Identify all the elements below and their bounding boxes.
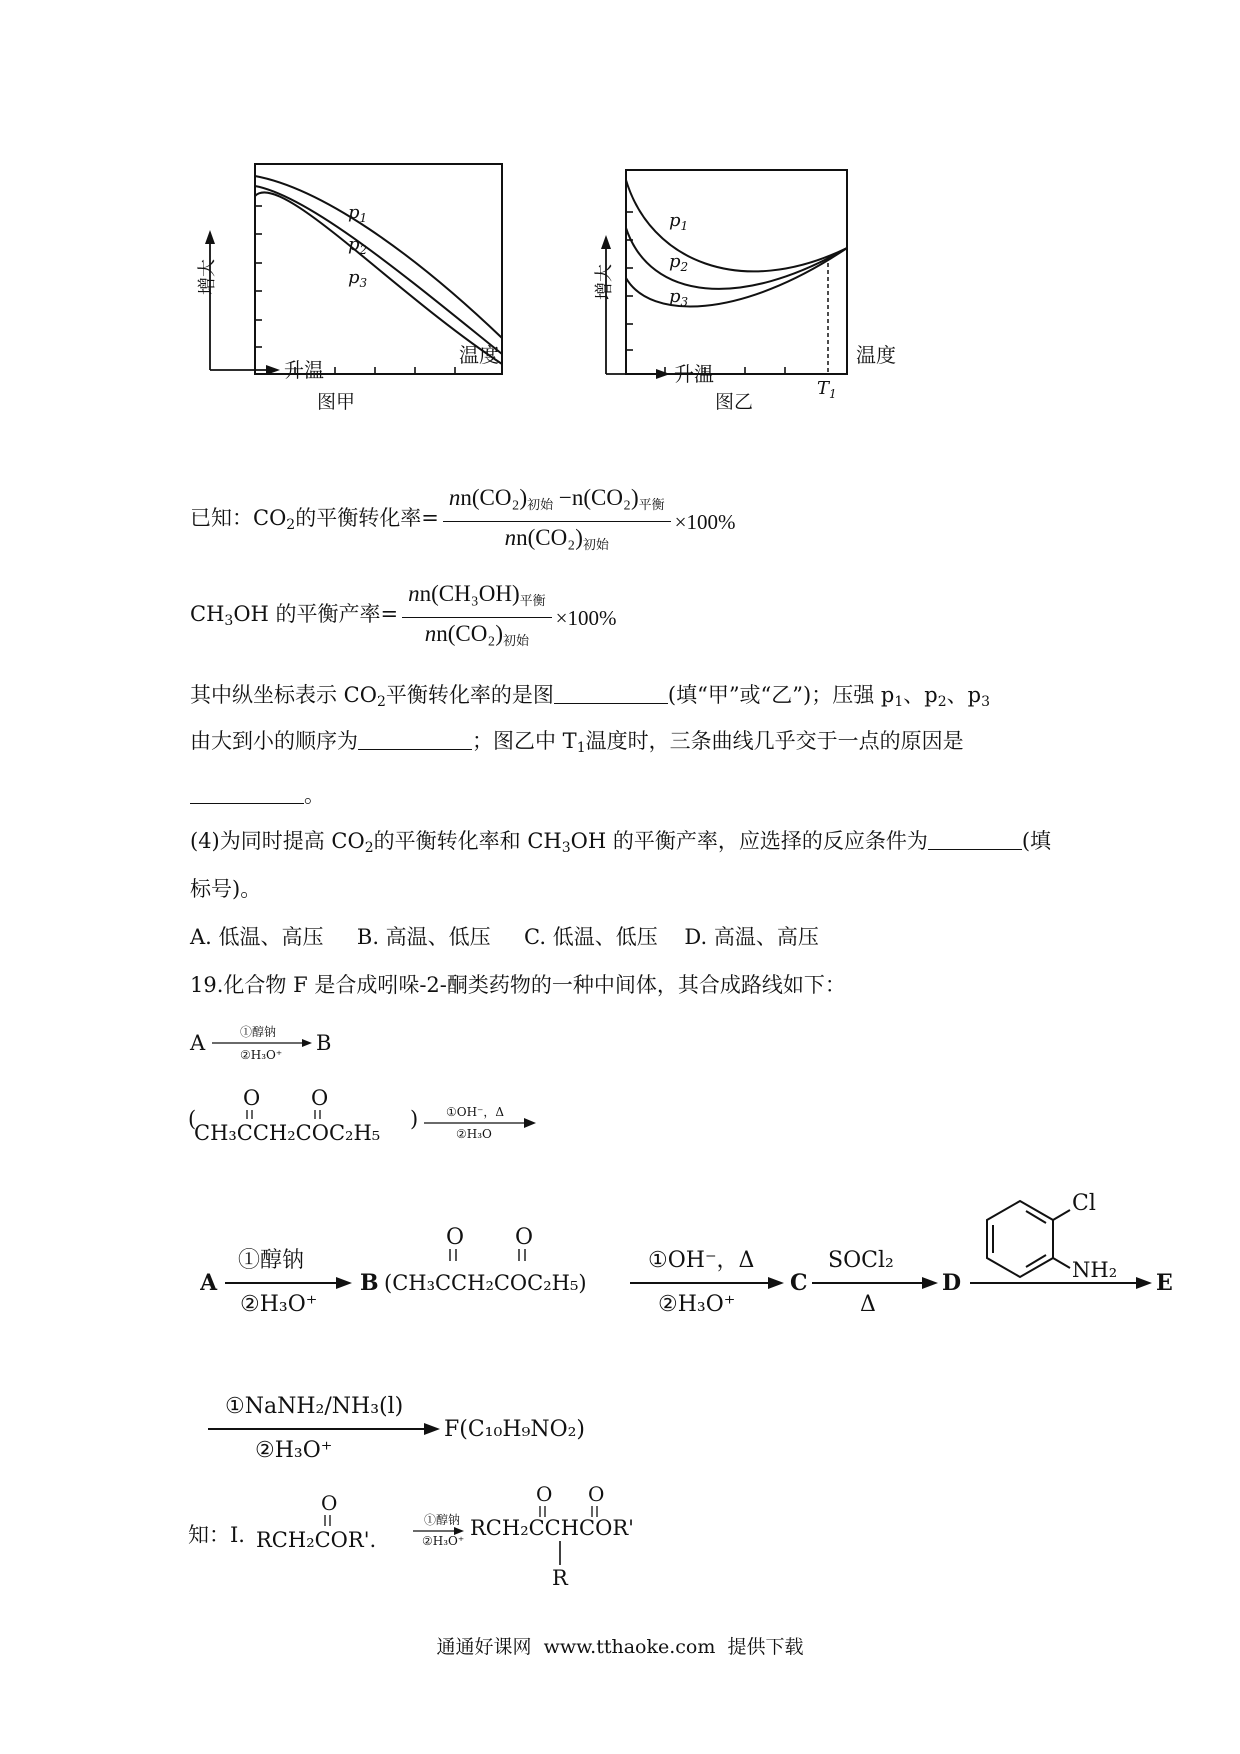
label-right-p3: $p_3$ [669, 286, 689, 309]
arrow-up-icon [601, 235, 611, 249]
arrow-right-icon [524, 1118, 536, 1128]
figure-right-xlabel: 温度 [856, 343, 896, 367]
scheme-main-o2: O [515, 1225, 534, 1250]
known-reaction [188, 1475, 748, 1605]
scheme-small-formula: CH₃CCH₂COC₂H₅ [194, 1121, 381, 1145]
label-right-p1: $p_1$ [669, 210, 689, 233]
figure-left-xlabel: 温度 [459, 343, 499, 367]
label-left-p1: $p_1$ [348, 202, 368, 225]
scheme-main-a: A [200, 1270, 218, 1296]
scheme-small-below1: ②H₃O⁺ [240, 1048, 283, 1062]
curve-right-p1 [626, 180, 847, 271]
scheme-main-below2: ②H₃O⁺ [658, 1292, 736, 1317]
figure-right-xarrow-label: 升温 [674, 362, 714, 386]
formula1-suffix: ×100% [674, 509, 736, 534]
formula2-suffix: ×100% [555, 605, 617, 630]
known-below: ②H₃O⁺ [422, 1534, 465, 1548]
known-product-o2: O [588, 1482, 605, 1506]
chloroaniline-structure [987, 1201, 1070, 1277]
known-product-o1: O [536, 1482, 553, 1506]
scheme-main-above3: SOCl₂ [828, 1248, 894, 1273]
known-reactant-o: O [321, 1491, 338, 1515]
arrow-right-icon [656, 369, 670, 379]
formula1-prefix: 已知：$CO_2$的平衡转化率= [190, 506, 439, 533]
scheme-small-below2: ②H₃O [456, 1127, 492, 1141]
answer-blank-3[interactable] [190, 783, 304, 804]
page-footer: 通通好课网 www.tthaoke.com 提供下载 [436, 1636, 804, 1658]
curve-right-p2 [626, 228, 847, 289]
scheme-main-b-formula: (CH₃CCH₂COC₂H₅) [384, 1271, 587, 1295]
scheme-main [200, 1185, 1190, 1465]
formula-co2-conversion [190, 482, 736, 561]
question-4-options: A. 低温、高压 B. 高温、低压 C. 低温、低压 D. 高温、高压 [190, 925, 819, 949]
formula2-denominator: $nn(CO_2)_{初始}$ [424, 621, 530, 648]
known-above: ①醇钠 [424, 1513, 461, 1527]
figure-right-caption: 图乙 [715, 391, 754, 413]
scheme-main-below1: ②H₃O⁺ [240, 1292, 318, 1317]
formula2-prefix: $CH_3OH$ 的平衡产率= [190, 602, 399, 629]
label-left-p3: $p_3$ [348, 267, 368, 290]
scheme-small-paren-close: ) [410, 1107, 419, 1131]
known-label: 知：I. [188, 1523, 245, 1547]
scheme-small-o1: O [243, 1086, 261, 1110]
arrow-up-icon [205, 230, 215, 244]
question-4-line-1: (4)为同时提高 $CO_2$的平衡转化率和 $CH_3OH$ 的平衡产率，应选择的反应条件为 (填 [190, 829, 1052, 856]
arrow-right-icon [302, 1039, 312, 1047]
scheme-small-b: B [316, 1031, 332, 1055]
figure-left-ticks [255, 206, 455, 374]
figure-left-ylabel: 增大 [197, 259, 218, 295]
scheme-small-above2: ①OH⁻，Δ [446, 1105, 505, 1119]
scheme-main-c: C [790, 1270, 808, 1296]
label-left-p2: $p_2$ [348, 234, 368, 257]
arrow-right-icon [1136, 1277, 1152, 1289]
answer-blank-2[interactable] [358, 729, 472, 750]
arrow-right-icon [922, 1277, 938, 1289]
question-19-intro: 19.化合物 F 是合成吲哚-2-酮类药物的一种中间体，其合成路线如下： [190, 973, 846, 997]
formula1-denominator: $nn(CO_2)_{初始}$ [504, 525, 609, 552]
scheme-small [188, 1015, 548, 1165]
question-line-1: 其中纵坐标表示 $CO_2$平衡转化率的是图 (填“甲”或“乙”)；压强 $p_1$、$p_2$、$p_3$ [190, 683, 991, 710]
scheme-main-d: D [942, 1270, 962, 1296]
answer-blank-1[interactable] [554, 683, 668, 704]
scheme-main-cl: Cl [1072, 1191, 1096, 1216]
scheme-small-paren-open: ( [188, 1107, 197, 1131]
scheme-main-above4: ①NaNH₂/NH₃(l) [225, 1394, 404, 1419]
formula1-numerator: $nn(CO_2)_{初始} -n(CO_2)_{平衡}$ [443, 482, 671, 522]
figure-area [180, 150, 1000, 470]
scheme-small-above1: ①醇钠 [240, 1025, 277, 1039]
formula2-numerator: $nn(CH_3OH)_{平衡}$ [402, 578, 552, 618]
scheme-main-e: E [1156, 1270, 1173, 1296]
scheme-small-o2: O [311, 1086, 329, 1110]
scheme-main-above2: ①OH⁻，Δ [648, 1248, 755, 1273]
curve-left-p3 [255, 192, 502, 364]
question-line-3: 。 [190, 780, 325, 810]
arrow-right-icon [424, 1423, 440, 1435]
known-reactant: RCH₂COR'. [256, 1528, 377, 1552]
formula1-fraction [443, 482, 671, 561]
question-4-line-2: 标号)。 [190, 877, 262, 901]
known-product: RCH₂CCHCOR' [470, 1516, 634, 1540]
known-product-r: R [552, 1566, 568, 1590]
scheme-main-f: F(C₁₀H₉NO₂) [444, 1417, 586, 1442]
scheme-main-above1: ①醇钠 [238, 1248, 305, 1273]
scheme-main-b: B [360, 1270, 379, 1296]
arrow-right-icon [768, 1277, 784, 1289]
scheme-main-below3: Δ [860, 1292, 876, 1317]
formula-ch3oh-yield [190, 578, 617, 657]
figure-left-xarrow-label: 升温 [284, 358, 324, 382]
figure-right [594, 170, 896, 413]
figure-left [197, 164, 502, 413]
figure-right-t1: $T_1$ [817, 378, 837, 401]
scheme-main-below4: ②H₃O⁺ [255, 1438, 333, 1463]
scheme-main-nh2: NH₂ [1072, 1258, 1118, 1282]
arrow-right-icon [336, 1277, 352, 1289]
formula2-fraction [402, 578, 552, 657]
scheme-main-o1: O [446, 1225, 465, 1250]
curve-right-p3 [626, 248, 847, 306]
scheme-small-a: A [190, 1031, 206, 1055]
label-right-p2: $p_2$ [669, 251, 689, 274]
figure-right-ylabel: 增大 [594, 264, 615, 300]
figure-left-caption: 图甲 [317, 391, 356, 413]
question-line-2: 由大到小的顺序为 ；图乙中 $T_1$温度时，三条曲线几乎交于一点的原因是 [190, 729, 964, 756]
answer-blank-4[interactable] [928, 829, 1022, 850]
